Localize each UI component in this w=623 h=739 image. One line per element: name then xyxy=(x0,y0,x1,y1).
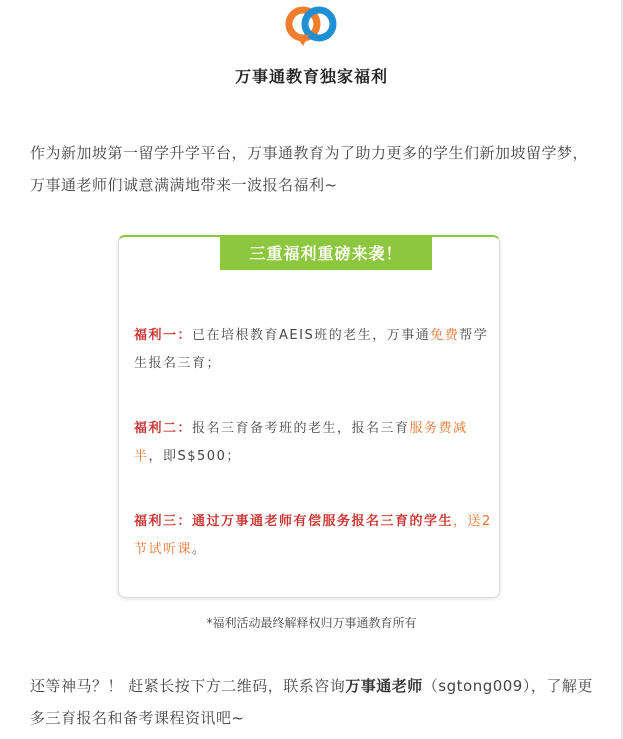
benefit-text: 报名三育备考班的老生，报名三育 xyxy=(192,421,410,436)
benefit-item-1 xyxy=(134,322,494,378)
page-title: 万事通教育独家福利 xyxy=(234,67,388,86)
benefit-highlight: 服务费减半 xyxy=(134,421,468,464)
benefit-bold-text: 通过万事通老师有偿服务报名三育的学生 xyxy=(192,514,454,529)
benefit-label: 福利一： xyxy=(134,328,193,343)
benefit-item-2 xyxy=(134,415,494,471)
benefit-label: 福利三： xyxy=(134,514,193,529)
benefit-text: 已在培根教育AEIS班的老生，万事通 xyxy=(192,328,431,343)
intro-paragraph: 作为新加坡第一留学升学平台，万事通教育为了助力更多的学生们新加坡留学梦，万事通老师们诚意满满地带来一波报名福利~ xyxy=(30,144,589,194)
benefit-highlight: 免费 xyxy=(430,328,460,343)
footnote: *福利活动最终解释权归万事通教育所有 xyxy=(206,616,417,630)
outro-text: （sgtong009），了解更多三育报名和备考课程资讯吧~ xyxy=(30,677,593,727)
outro-paragraph xyxy=(30,670,595,734)
benefit-label: 福利二： xyxy=(134,421,193,436)
benefit-item-3 xyxy=(134,508,494,564)
benefit-highlight: ，送2节试听课 xyxy=(134,514,492,557)
benefit-text: 帮学生报名三育； xyxy=(134,328,489,371)
brand-logo-icon xyxy=(283,4,339,50)
benefits-banner: 三重福利重磅来袭！ xyxy=(220,235,432,270)
benefit-text: 。 xyxy=(192,542,207,557)
benefit-text: ，即S$500； xyxy=(148,449,241,464)
outro-text: 还等神马？！ 赶紧长按下方二维码，联系咨询 xyxy=(30,677,346,695)
outro-contact-name: 万事通老师 xyxy=(345,677,423,695)
